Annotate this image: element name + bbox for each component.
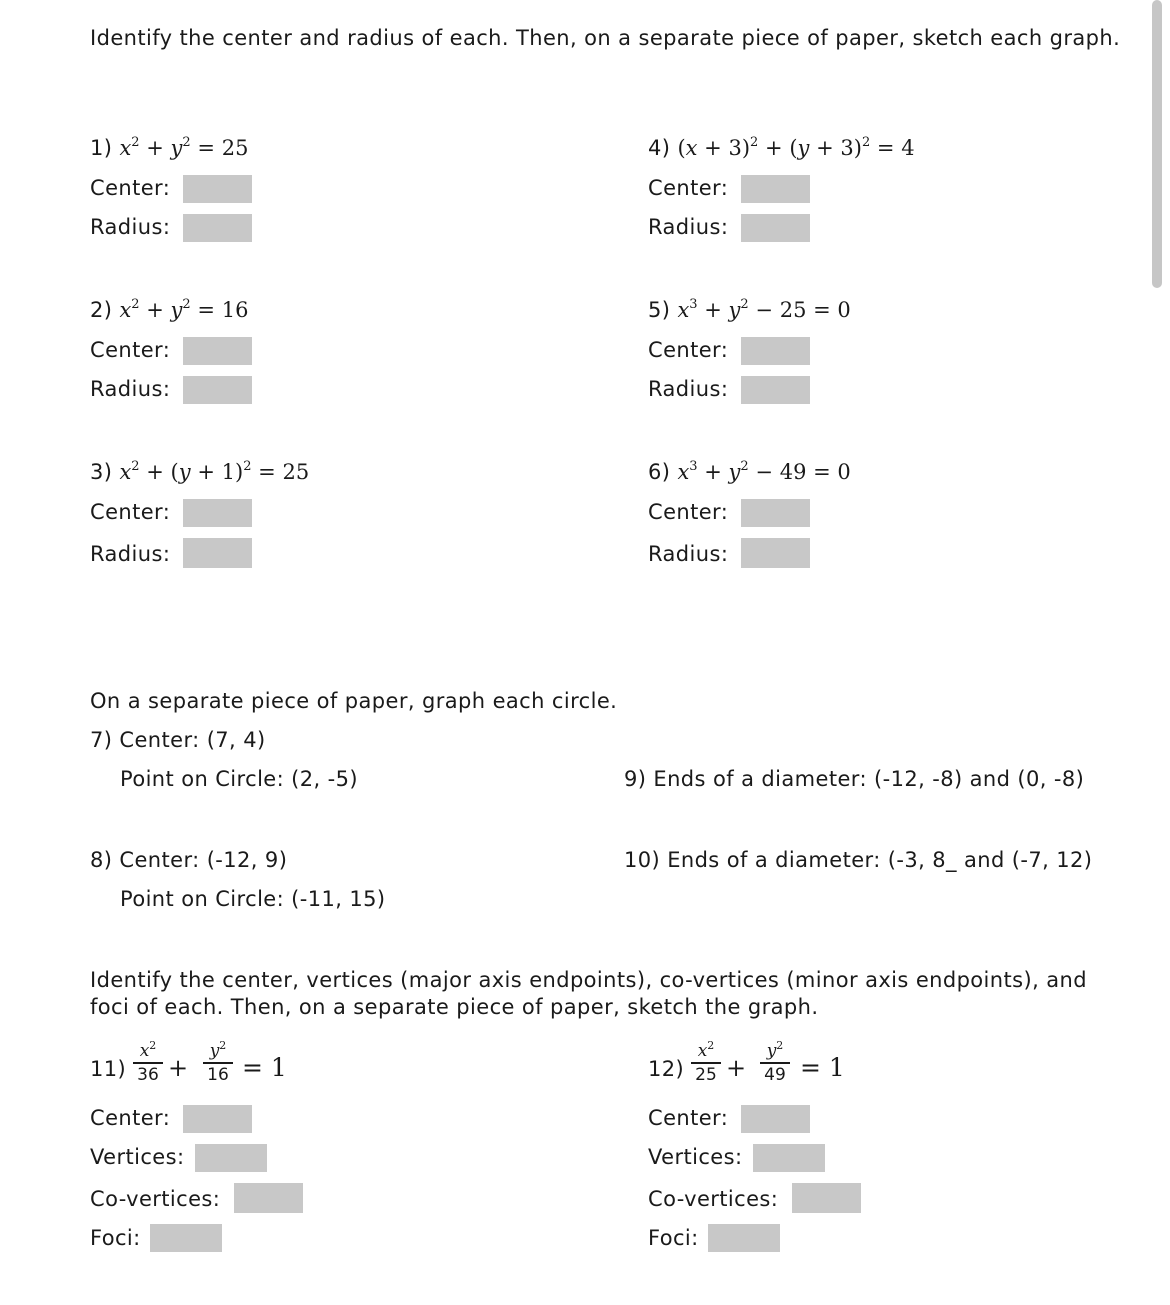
problem-4-radius-input[interactable] bbox=[741, 214, 810, 242]
problem-2-radius-input[interactable] bbox=[183, 376, 252, 404]
problem-1-center-label: Center: bbox=[90, 176, 171, 200]
problem-12-x-fraction bbox=[691, 1040, 721, 1086]
problem-12-foci-label: Foci: bbox=[648, 1226, 699, 1250]
problem-1-center-input[interactable] bbox=[183, 175, 252, 203]
problem-11-y-numerator: $y^2$ bbox=[209, 1039, 227, 1061]
problem-11-x-numerator: $x^2$ bbox=[139, 1039, 157, 1061]
problem-11-y-fraction bbox=[203, 1040, 233, 1086]
problem-3-radius-input[interactable] bbox=[183, 538, 252, 568]
problem-8-center: 8) Center: (-12, 9) bbox=[90, 848, 288, 872]
problem-12-y-denominator: 49 bbox=[764, 1064, 786, 1085]
scrollbar-thumb[interactable] bbox=[1152, 0, 1162, 288]
problem-12-y-numerator: $y^2$ bbox=[766, 1039, 784, 1061]
problem-12-x-denominator: 25 bbox=[695, 1064, 717, 1085]
problem-4-center-label: Center: bbox=[648, 176, 729, 200]
problem-5-center-input[interactable] bbox=[741, 337, 810, 365]
problem-5-radius-input[interactable] bbox=[741, 376, 810, 404]
problem-12-y-fraction bbox=[760, 1040, 790, 1086]
problem-12-center-input[interactable] bbox=[741, 1105, 810, 1133]
problem-12-center-label: Center: bbox=[648, 1106, 729, 1130]
problem-11-covertices-input[interactable] bbox=[234, 1183, 303, 1213]
problem-12-vertices-input[interactable] bbox=[753, 1144, 825, 1172]
problem-8-point: Point on Circle: (-11, 15) bbox=[120, 887, 386, 911]
problem-12-foci-input[interactable] bbox=[708, 1224, 780, 1252]
problem-5-center-label: Center: bbox=[648, 338, 729, 362]
problem-11-vertices-label: Vertices: bbox=[90, 1145, 185, 1169]
problem-11-foci-input[interactable] bbox=[150, 1224, 222, 1252]
problem-5-radius-label: Radius: bbox=[648, 377, 729, 401]
problem-12-x-numerator: $x^2$ bbox=[697, 1039, 715, 1061]
problem-3-equation: 3) $x^2 + (y + 1)^2 = 25$ bbox=[90, 459, 310, 484]
problem-6-center-label: Center: bbox=[648, 500, 729, 524]
instructions-graph: On a separate piece of paper, graph each circle. bbox=[90, 689, 618, 713]
problem-11-center-input[interactable] bbox=[183, 1105, 252, 1133]
problem-2-equation: 2) $x^2 + y^2 = 16$ bbox=[90, 297, 249, 322]
problem-12-covertices-input[interactable] bbox=[792, 1183, 861, 1213]
problem-11-foci-label: Foci: bbox=[90, 1226, 141, 1250]
problem-4-equation: 4) $(x + 3)^2 + (y + 3)^2 = 4$ bbox=[648, 135, 915, 160]
problem-3-radius-label: Radius: bbox=[90, 542, 171, 566]
instructions-circles: Identify the center and radius of each. Then, on a separate piece of paper, sketch each graph. bbox=[90, 26, 1121, 50]
problem-2-radius-label: Radius: bbox=[90, 377, 171, 401]
problem-11-x-fraction bbox=[133, 1040, 163, 1086]
problem-3-center-input[interactable] bbox=[183, 499, 252, 527]
problem-11-vertices-input[interactable] bbox=[195, 1144, 267, 1172]
problem-12-vertices-label: Vertices: bbox=[648, 1145, 743, 1169]
problem-11-plus: + bbox=[168, 1054, 189, 1082]
problem-7-point: Point on Circle: (2, -5) bbox=[120, 767, 359, 791]
problem-11-y-denominator: 16 bbox=[207, 1064, 229, 1085]
instructions-ellipse: Identify the center, vertices (major axis endpoints), co-vertices (minor axis endpoints), and foci of each. Then, on a separate piece of paper, sketch the graph. bbox=[90, 968, 1087, 1019]
problem-3-center-label: Center: bbox=[90, 500, 171, 524]
problem-7-center: 7) Center: (7, 4) bbox=[90, 728, 266, 752]
problem-12-rhs: = 1 bbox=[800, 1053, 845, 1082]
problem-1-radius-label: Radius: bbox=[90, 215, 171, 239]
problem-4-center-input[interactable] bbox=[741, 175, 810, 203]
problem-10: 10) Ends of a diameter: (-3, 8_ and (-7, 12) bbox=[624, 848, 1093, 872]
problem-11-rhs: = 1 bbox=[242, 1053, 287, 1082]
problem-11-center-label: Center: bbox=[90, 1106, 171, 1130]
problem-6-radius-label: Radius: bbox=[648, 542, 729, 566]
problem-12-plus: + bbox=[726, 1054, 747, 1082]
problem-1-radius-input[interactable] bbox=[183, 214, 252, 242]
problem-6-center-input[interactable] bbox=[741, 499, 810, 527]
problem-5-equation: 5) $x^3 + y^2 - 25 = 0$ bbox=[648, 297, 851, 322]
problem-6-radius-input[interactable] bbox=[741, 538, 810, 568]
problem-11-x-denominator: 36 bbox=[137, 1064, 159, 1085]
problem-2-center-label: Center: bbox=[90, 338, 171, 362]
problem-9: 9) Ends of a diameter: (-12, -8) and (0, -8) bbox=[624, 767, 1085, 791]
problem-11-covertices-label: Co-vertices: bbox=[90, 1187, 221, 1211]
problem-6-equation: 6) $x^3 + y^2 - 49 = 0$ bbox=[648, 459, 851, 484]
problem-12-number: 12) bbox=[648, 1057, 685, 1081]
problem-4-radius-label: Radius: bbox=[648, 215, 729, 239]
problem-2-center-input[interactable] bbox=[183, 337, 252, 365]
problem-1-equation: 1) $x^2 + y^2 = 25$ bbox=[90, 135, 249, 160]
problem-12-covertices-label: Co-vertices: bbox=[648, 1187, 779, 1211]
problem-11-number: 11) bbox=[90, 1057, 127, 1081]
